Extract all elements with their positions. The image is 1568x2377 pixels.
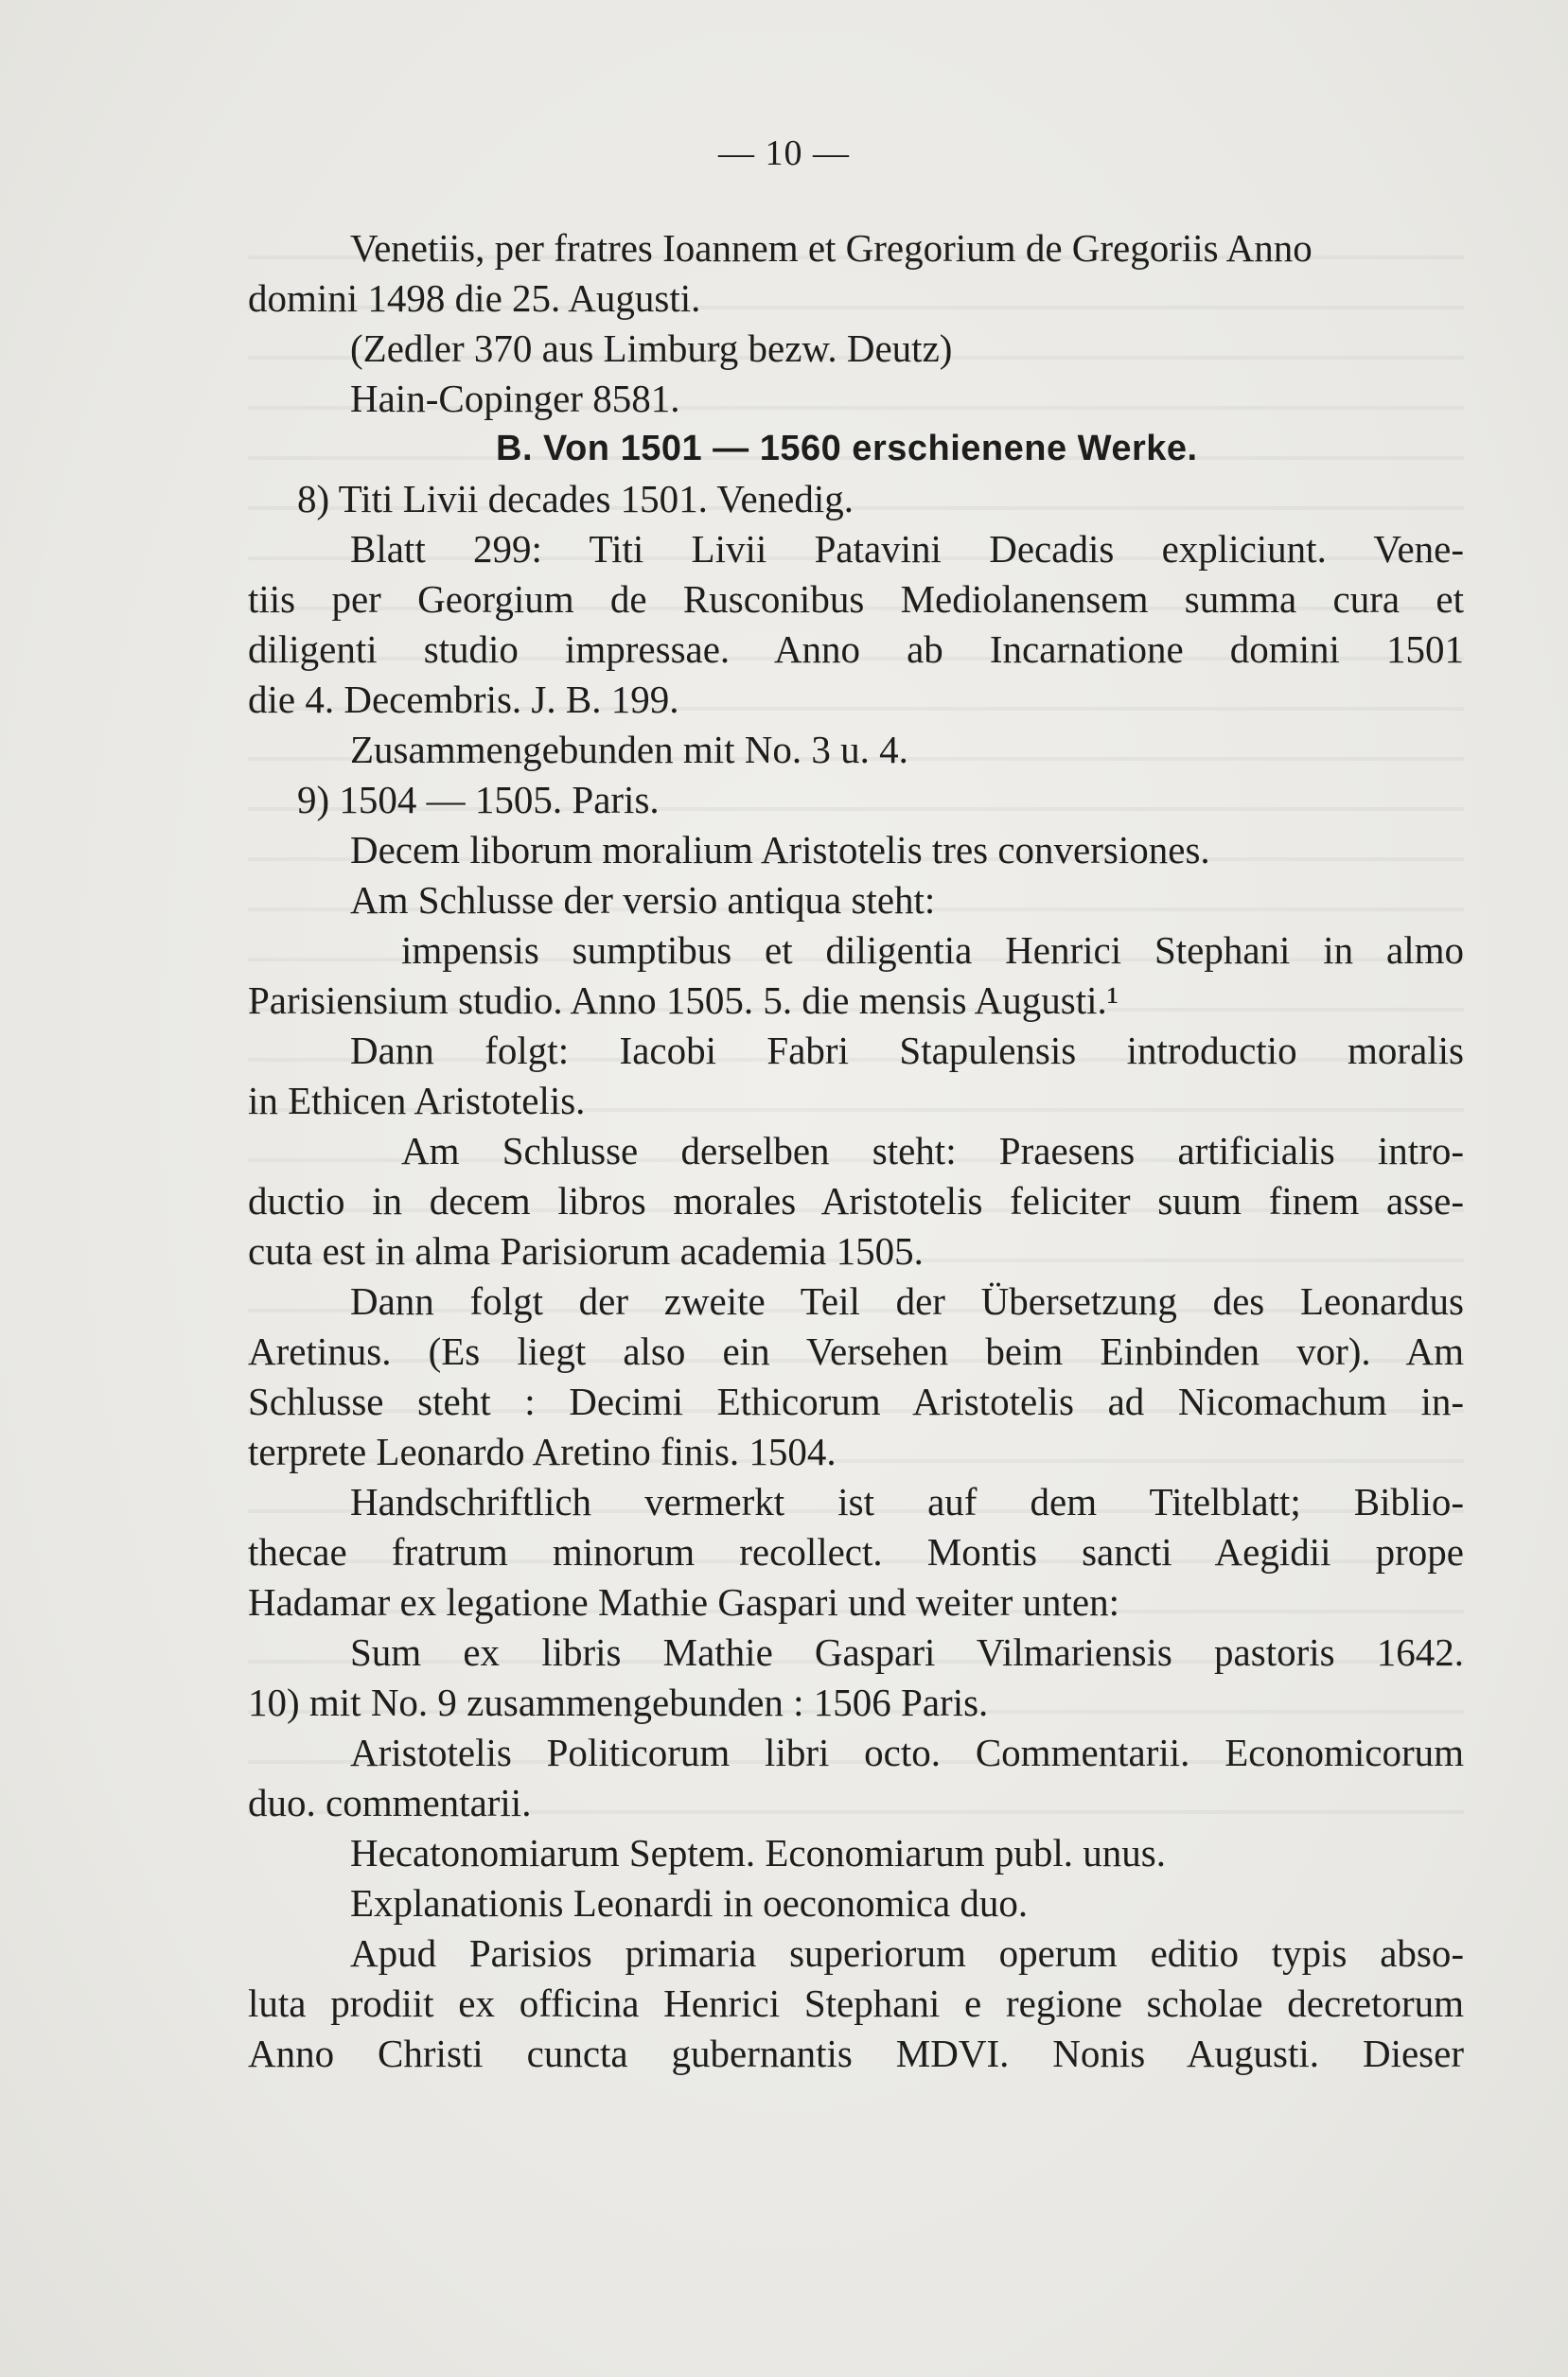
text-line: Apud Parisios primaria superiorum operum editio typis abso- <box>350 1931 1464 1975</box>
text-line: Schlusse steht : Decimi Ethicorum Aristotelis ad Nicomachum in- <box>248 1380 1464 1423</box>
text-line: tiis per Georgium de Rusconibus Mediolanensem summa cura et <box>248 577 1464 621</box>
text-line: Hain-Copinger 8581. <box>350 377 680 420</box>
text-line: in Ethicen Aristotelis. <box>248 1079 586 1122</box>
text-line: impensis sumptibus et diligentia Henrici Stephani in almo <box>401 928 1464 972</box>
text-line: cuta est in alma Parisiorum academia 1505. <box>248 1229 924 1273</box>
text-line: Aretinus. (Es liegt also ein Versehen beim Einbinden vor). Am <box>248 1329 1464 1373</box>
text-line: duo. commentarii. <box>248 1781 532 1824</box>
text-line: Parisiensium studio. Anno 1505. 5. die mensis Augusti.¹ <box>248 978 1119 1022</box>
text-line: diligenti studio impressae. Anno ab Incarnatione domini 1501 <box>248 627 1464 671</box>
text-line: Handschriftlich vermerkt ist auf dem Titelblatt; Biblio- <box>350 1480 1464 1523</box>
text-line: Dann folgt der zweite Teil der Übersetzung des Leonardus <box>350 1279 1464 1323</box>
text-line: domini 1498 die 25. Augusti. <box>248 276 701 320</box>
text-line: ductio in decem libros morales Aristotelis feliciter suum finem asse- <box>248 1179 1464 1223</box>
text-line: Explanationis Leonardi in oeconomica duo. <box>350 1881 1029 1925</box>
entry-heading: 8) Titi Livii decades 1501. Venedig. <box>297 477 854 520</box>
text-line: Am Schlusse der versio antiqua steht: <box>350 878 936 922</box>
entry-heading: 9) 1504 — 1505. Paris. <box>297 778 660 821</box>
text-line: Am Schlusse derselben steht: Praesens artificialis intro- <box>401 1129 1464 1172</box>
text-line: Anno Christi cuncta gubernantis MDVI. Nonis Augusti. Dieser <box>248 2032 1464 2075</box>
text-line: luta prodiit ex officina Henrici Stephani e regione scholae decretorum <box>248 1981 1464 2025</box>
section-heading: B. Von 1501 — 1560 erschienene Werke. <box>496 429 1198 468</box>
text-line: Blatt 299: Titi Livii Patavini Decadis expliciunt. Vene- <box>350 527 1464 571</box>
text-line: Venetiis, per fratres Ioannem et Gregorium de Gregoriis Anno <box>350 226 1313 270</box>
text-line: Sum ex libris Mathie Gaspari Vilmariensis pastoris 1642. <box>350 1630 1464 1674</box>
text-line: Hadamar ex legatione Mathie Gaspari und weiter unten: <box>248 1580 1120 1624</box>
text-line: Hecatonomiarum Septem. Economiarum publ. unus. <box>350 1831 1166 1875</box>
text-line: (Zedler 370 aus Limburg bezw. Deutz) <box>350 326 953 370</box>
text-line: terprete Leonardo Aretino finis. 1504. <box>248 1430 837 1473</box>
text-line: Decem liborum moralium Aristotelis tres conversiones. <box>350 828 1210 872</box>
text-line: thecae fratrum minorum recollect. Montis sancti Aegidii prope <box>248 1530 1464 1574</box>
text-line: Zusammengebunden mit No. 3 u. 4. <box>350 728 908 771</box>
entry-heading: 10) mit No. 9 zusammengebunden : 1506 Paris. <box>248 1681 989 1724</box>
text-line: die 4. Decembris. J. B. 199. <box>248 678 679 721</box>
text-line: Dann folgt: Iacobi Fabri Stapulensis introductio moralis <box>350 1029 1464 1072</box>
text-line: Aristotelis Politicorum libri octo. Commentarii. Economicorum <box>350 1731 1464 1774</box>
body-text <box>248 223 1464 2079</box>
page-number: — 10 — <box>718 133 850 173</box>
